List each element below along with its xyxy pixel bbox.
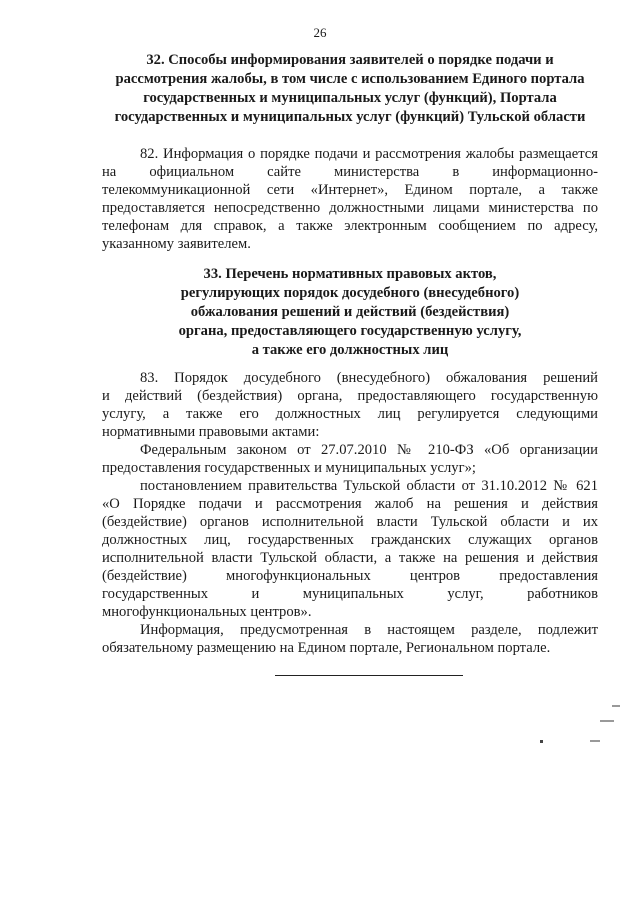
heading-line: государственных и муниципальных услуг (функций), Портала — [143, 90, 557, 106]
scan-artifact — [612, 705, 620, 707]
heading-line: 33. Перечень нормативных правовых актов, — [203, 266, 497, 282]
text-line: телефонам для справок, а также электронным сообщением по адресу, — [102, 218, 598, 234]
heading-line: 32. Способы информирования заявителей о порядке подачи и — [146, 52, 554, 68]
heading-line: органа, предоставляющего государственную услугу, — [178, 323, 522, 339]
text-line: должностных лиц, государственных гражданских служащих органов — [102, 532, 598, 548]
text-line: исполнительной власти Тульской области, а также на решения и действия — [102, 550, 598, 566]
text-line: и действий (бездействия) органа, предоставляющего государственную — [102, 388, 598, 404]
text-line: Федеральным законом от 27.07.2010 № 210-ФЗ «Об организации — [140, 442, 598, 458]
text-line: (бездействие) многофункциональных центров предоставления — [102, 568, 598, 584]
text-line: указанному заявителем. — [102, 236, 251, 252]
section-32-heading — [102, 51, 598, 127]
text-line: нормативными правовыми актами: — [102, 424, 320, 440]
closing-rule — [275, 675, 463, 676]
section-33-heading — [102, 265, 598, 360]
text-line: многофункциональных центров». — [102, 604, 312, 620]
text-line: на официальном сайте министерства в информационно- — [102, 164, 598, 180]
page-number: 26 — [313, 25, 327, 40]
text-line: телекоммуникационной сети «Интернет», Едином портале, а также — [102, 182, 598, 198]
text-line: обязательному размещению на Едином портале, Региональном портале. — [102, 640, 551, 656]
text-line: услугу, а также его должностных лиц регулируется следующими — [102, 406, 598, 422]
heading-line: регулирующих порядок досудебного (внесудебного) — [180, 285, 520, 301]
text-line: (бездействие) органов исполнительной власти Тульской области и их — [102, 514, 598, 530]
scan-artifact — [600, 720, 614, 722]
scan-artifact — [590, 740, 600, 742]
heading-line: а также его должностных лиц — [251, 342, 449, 358]
text-line: 82. Информация о порядке подачи и рассмотрения жалобы размещается — [140, 146, 598, 162]
text-line: Информация, предусмотренная в настоящем разделе, подлежит — [140, 622, 598, 638]
heading-line: рассмотрения жалобы, в том числе с использованием Единого портала — [115, 71, 585, 87]
text-line: государственных и муниципальных услуг, работников — [102, 586, 598, 602]
text-line: «О Порядке подачи и рассмотрения жалоб на решения и действия — [102, 496, 598, 512]
text-line: предоставления государственных и муниципальных услуг»; — [102, 460, 476, 476]
heading-line: государственных и муниципальных услуг (функций) Тульской области — [114, 109, 586, 125]
text-line: постановлением правительства Тульской области от 31.10.2012 № 621 — [140, 478, 598, 494]
scan-artifact — [540, 740, 543, 743]
heading-line: обжалования решений и действий (бездействия) — [190, 304, 510, 320]
text-line: 83. Порядок досудебного (внесудебного) обжалования решений — [140, 370, 598, 386]
text-line: предоставляется непосредственно должностными лицами министерства по — [102, 200, 598, 216]
